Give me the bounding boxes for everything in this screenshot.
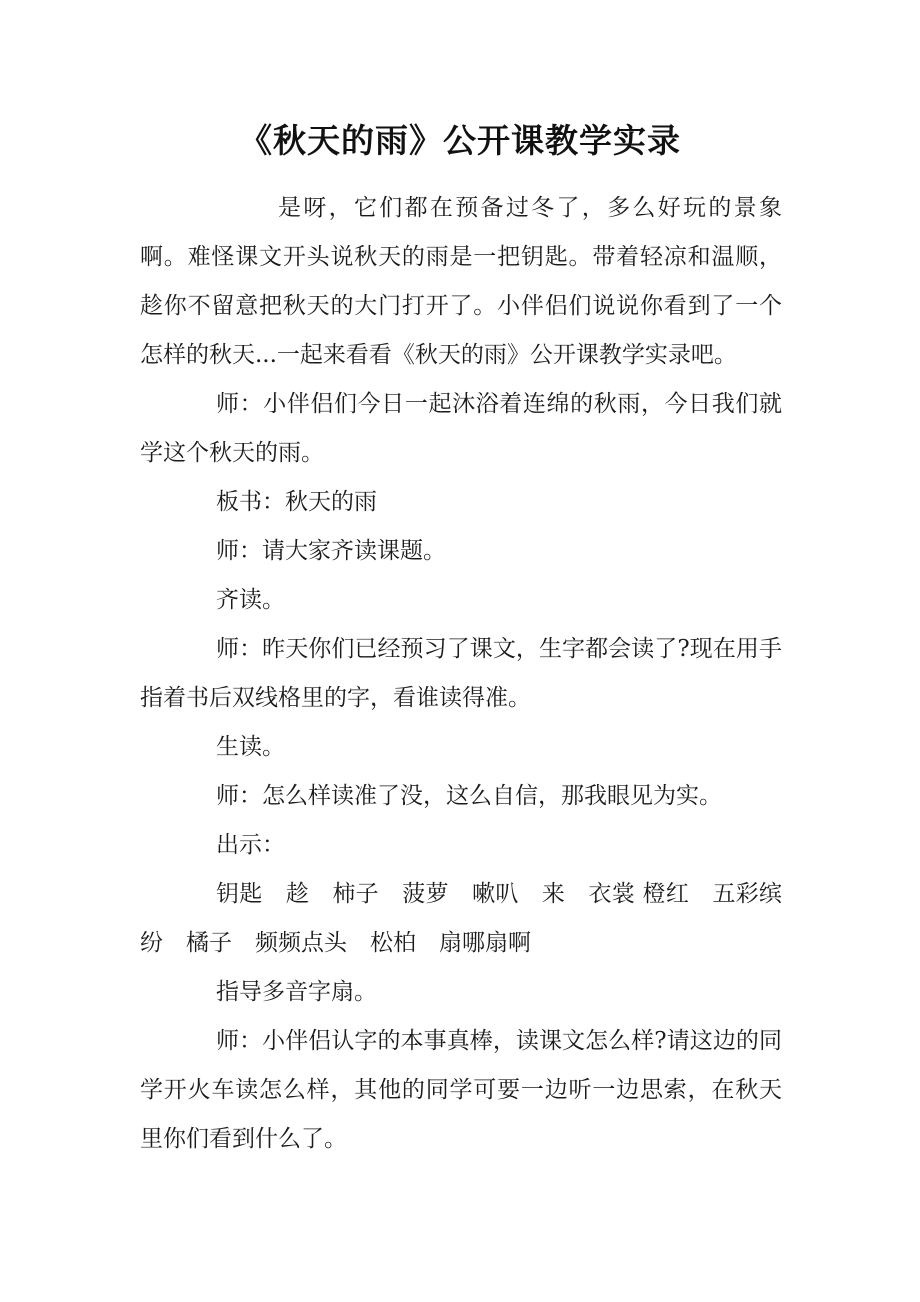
paragraph-vocabulary: 钥匙 趁 柿子 菠萝 嗽叭 来 衣裳 橙红 五彩缤纷 橘子 频频点头 松柏 扇哪扇啊 [140, 881, 782, 956]
paragraph-train-reading: 师：小伴侣认字的本事真棒，读课文怎么样?请这边的同学开火车读怎么样，其他的同学可要一边听一边思索，在秋天里你们看到什么了。 [140, 1028, 782, 1152]
paragraph-intro: 是呀，它们都在预备过冬了，多么好玩的景象啊。难怪课文开头说秋天的雨是一把钥匙。带着轻凉和温顺，趁你不留意把秋天的大门打开了。小伴侣们说说你看到了一个怎样的秋天...一起来看看《秋天的雨》公开课教学实录吧。 [140, 195, 782, 368]
document-body [140, 184, 782, 1164]
paragraph-polyphone: 指导多音字扇。 [216, 979, 377, 1005]
paragraph-teacher-opening: 师：小伴侣们今日一起沐浴着连绵的秋雨，今日我们就学这个秋天的雨。 [140, 391, 782, 466]
paragraph-student-reads: 生读。 [216, 734, 285, 760]
paragraph-show: 出示： [216, 832, 285, 858]
paragraph-read-together: 齐读。 [216, 587, 285, 613]
paragraph-check: 师：怎么样读准了没，这么自信，那我眼见为实。 [216, 783, 722, 809]
paragraph-preview: 师：昨天你们已经预习了课文，生字都会读了?现在用手指着书后双线格里的字，看谁读得准。 [140, 636, 782, 711]
paragraph-read-title: 师：请大家齐读课题。 [216, 538, 446, 564]
paragraph-blackboard: 板书：秋天的雨 [216, 489, 377, 515]
document-title: 《秋天的雨》公开课教学实录 [239, 121, 681, 160]
